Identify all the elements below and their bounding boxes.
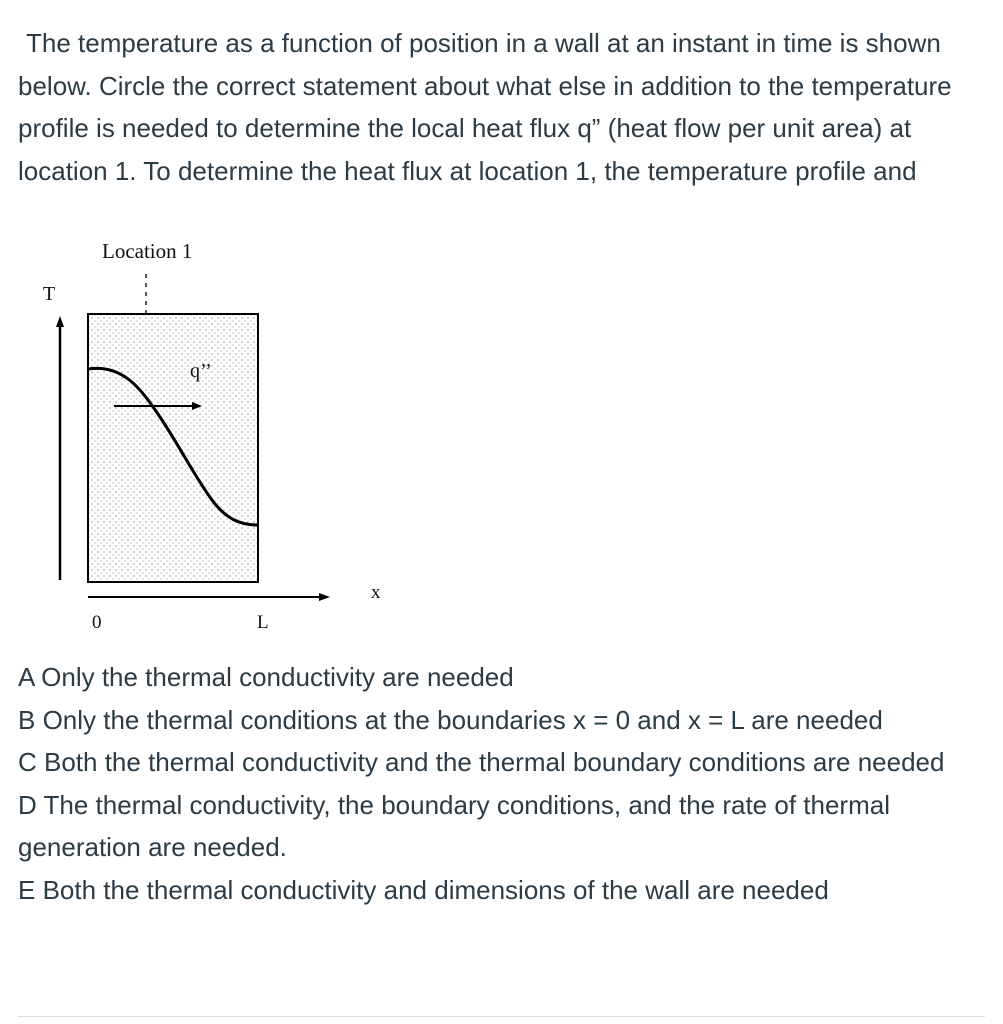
- question-body: The temperature as a function of position in a wall at an instant in time is shown below. Circle the correct statement about what else in addition to the temperature profile is needed to determine the local heat flux q” (heat flow per unit area) at location 1. To determine the heat flux at location 1, the temperature profile and: [18, 28, 952, 186]
- wall-diagram: [30, 232, 410, 642]
- option-b[interactable]: B Only the thermal conditions at the boundaries x = 0 and x = L are needed: [18, 704, 883, 735]
- wall-rectangle: [88, 314, 258, 582]
- question-text: [18, 22, 988, 192]
- option-d[interactable]: D The thermal conductivity, the boundary conditions, and the rate of thermal generation are needed.: [18, 789, 890, 862]
- temperature-profile-figure: [30, 232, 410, 642]
- x-axis-label: x: [371, 582, 381, 603]
- option-e[interactable]: E Both the thermal conductivity and dimensions of the wall are needed: [18, 874, 829, 905]
- heat-flux-label: q’’: [190, 360, 212, 382]
- location-label: Location 1: [102, 239, 193, 263]
- x-axis-arrowhead: [319, 593, 330, 601]
- option-a[interactable]: A Only the thermal conductivity are needed: [18, 662, 514, 692]
- length-label: L: [257, 612, 269, 633]
- bottom-divider: [18, 1016, 985, 1017]
- option-c[interactable]: C Both the thermal conductivity and the thermal boundary conditions are needed: [18, 747, 945, 777]
- t-axis-arrowhead: [56, 316, 64, 327]
- origin-label: 0: [92, 612, 102, 633]
- answer-options: [18, 656, 988, 911]
- t-axis-label: T: [43, 283, 56, 305]
